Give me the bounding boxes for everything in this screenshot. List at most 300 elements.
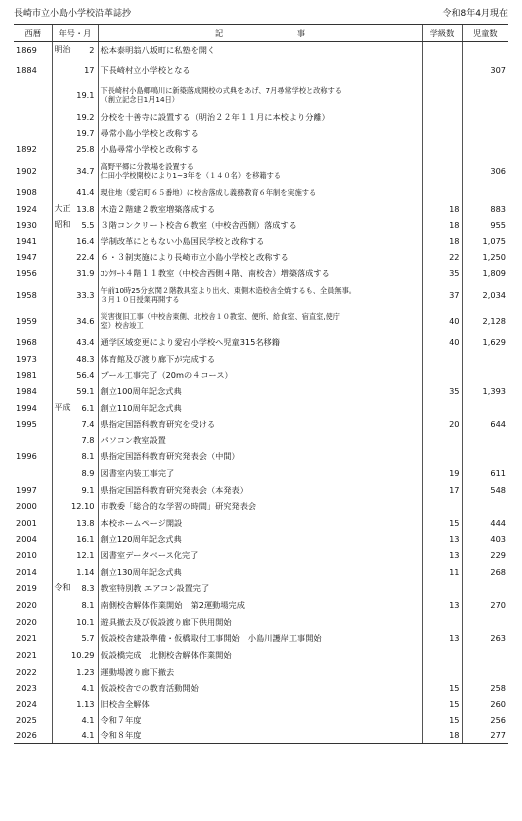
event-text: （創立記念日1月14日） (100, 95, 179, 104)
class-count-cell: 40 (422, 308, 462, 334)
table-row (14, 696, 508, 712)
class-count-cell (422, 614, 462, 630)
class-count-cell (422, 141, 462, 158)
event-text: 図書室データベース化完了 (100, 550, 199, 560)
student-count-cell (462, 664, 508, 680)
ad-year-cell: 2026 (14, 728, 52, 744)
class-count-cell (422, 647, 462, 664)
event-text: 創立120周年記念式典 (100, 533, 182, 544)
era-year-month: 4.1 (81, 714, 95, 725)
ad-year-cell: 1924 (16, 203, 37, 214)
era-month-cell (52, 351, 98, 367)
class-count-cell: 18 (422, 233, 462, 249)
col-header-ad-year: 西暦 (14, 25, 52, 42)
event-text: 図書室内装工事完了 (100, 468, 175, 478)
ad-year-cell: 2022 (16, 666, 37, 677)
event-cell (98, 712, 422, 728)
class-count-cell: 35 (422, 265, 462, 282)
class-count-cell: 20 (422, 416, 462, 432)
table-row (14, 82, 508, 109)
event-text: 仮設校舎での教育活動開始 (100, 682, 199, 693)
event-cell (98, 367, 422, 383)
student-count-cell: 955 (462, 217, 508, 233)
event-text: 午前10時25分玄関２階教具室より出火、東側木造校舎全焼するも、全員無事。 (100, 285, 356, 295)
ad-year-cell: 1968 (16, 337, 37, 347)
table-header-row (14, 25, 508, 42)
era-year-month: 5.7 (81, 633, 95, 643)
era-year-month: 31.9 (76, 268, 95, 278)
student-count-cell (462, 448, 508, 465)
event-text: 本校ホームページ開設 (100, 517, 183, 528)
event-cell (98, 482, 422, 498)
era-month-cell (52, 696, 98, 712)
era-year-month: 4.1 (81, 730, 95, 741)
student-count-cell: 883 (462, 201, 508, 217)
era-month-cell (52, 664, 98, 680)
event-text: 創立130周年記念式典 (100, 566, 182, 577)
student-count-cell: 611 (462, 465, 508, 482)
ad-year-cell: 2001 (16, 517, 37, 528)
era-year-month: 7.4 (81, 418, 95, 429)
era-name: 明治 (54, 44, 71, 54)
event-cell (98, 728, 422, 744)
table-row (14, 547, 508, 564)
era-month-cell (52, 465, 98, 482)
era-year-month: 19.2 (76, 112, 95, 122)
era-month-cell (52, 308, 98, 334)
event-cell (98, 531, 422, 547)
era-month-cell (52, 432, 98, 448)
event-text: プール工事完了（20mの４コース） (100, 369, 233, 380)
event-text: 通学区域変更により愛宕小学校へ児童315名移籍 (100, 337, 280, 347)
event-cell (98, 201, 422, 217)
student-count-cell: 2,034 (462, 282, 508, 308)
era-year-month: 22.4 (76, 251, 95, 262)
history-table (14, 24, 508, 744)
class-count-cell (422, 109, 462, 126)
era-year-month: 34.7 (76, 165, 95, 176)
class-count-cell: 15 (422, 515, 462, 531)
student-count-cell (462, 82, 508, 109)
ad-year-cell: 1869 (16, 44, 37, 55)
table-row (14, 126, 508, 141)
class-count-cell: 22 (422, 249, 462, 265)
event-text: 令和８年度 (100, 730, 142, 741)
table-row (14, 614, 508, 630)
student-count-cell: 258 (462, 680, 508, 696)
era-month-cell (52, 265, 98, 282)
student-count-cell (462, 432, 508, 448)
class-count-cell: 13 (422, 597, 462, 614)
class-count-cell (422, 367, 462, 383)
event-text: 市教委「総合的な学習の時間」研究発表会 (100, 501, 257, 511)
era-month-cell (52, 531, 98, 547)
ad-year-cell: 1994 (16, 402, 37, 413)
ad-year-cell: 1959 (16, 315, 37, 326)
event-text: ３階コンクリート校舎６教室（中校舎西側）落成する (100, 219, 297, 230)
table-row (14, 465, 508, 482)
era-year-month: 10.1 (76, 616, 95, 627)
era-month-cell (52, 564, 98, 580)
ad-year-cell: 1984 (16, 386, 37, 396)
class-count-cell: 18 (422, 217, 462, 233)
class-count-cell: 11 (422, 564, 462, 580)
era-year-month: 1.14 (76, 566, 95, 577)
student-count-cell: 268 (462, 564, 508, 580)
table-row (14, 597, 508, 614)
class-count-cell (422, 351, 462, 367)
table-row (14, 367, 508, 383)
table-row (14, 42, 508, 58)
student-count-cell: 403 (462, 531, 508, 547)
event-text: パソコン教室設置 (100, 434, 166, 445)
event-text: 創立110周年記念式典 (100, 402, 182, 413)
student-count-cell: 644 (462, 416, 508, 432)
ad-year-cell: 1941 (16, 235, 37, 246)
ad-year-cell: 2014 (16, 566, 37, 577)
table-row (14, 141, 508, 158)
event-text: 遊具撤去及び仮設渡り廊下供用開始 (100, 616, 232, 627)
ad-year-cell: 1930 (16, 219, 37, 230)
table-row (14, 647, 508, 664)
era-name: 大正 (54, 203, 71, 213)
ad-year-cell (14, 465, 52, 482)
as-of-date: 令和8年4月現在 (442, 9, 508, 19)
class-count-cell: 37 (422, 282, 462, 308)
era-year-month: 1.23 (76, 666, 95, 677)
event-text: 仮設校舎建設準備・仮橋取付工事開始 小島川護岸工事開始 (100, 633, 322, 643)
student-count-cell: 444 (462, 515, 508, 531)
event-text: ６・３制実施により長崎市立小島小学校と改称する (100, 251, 289, 262)
era-year-month: 8.1 (81, 451, 95, 461)
era-year-month: 19.1 (76, 90, 95, 100)
table-row (14, 531, 508, 547)
event-text: 現住地（愛宕町６５番地）に校舎落成し義務教育６年制を実施する (100, 187, 317, 197)
student-count-cell (462, 647, 508, 664)
table-row (14, 233, 508, 249)
ad-year-cell: 1947 (16, 251, 37, 262)
col-header-students: 児童数 (462, 25, 508, 42)
class-count-cell (422, 158, 462, 184)
table-row (14, 630, 508, 647)
student-count-cell (462, 351, 508, 367)
event-text: 教室特別教 エアコン設置完了 (100, 583, 210, 593)
era-year-month: 5.5 (81, 219, 95, 230)
class-count-cell: 15 (422, 696, 462, 712)
student-count-cell: 270 (462, 597, 508, 614)
table-row (14, 728, 508, 744)
era-year-month: 4.1 (81, 682, 95, 693)
event-text: ｺﾝｸﾘｰﾄ４階１１教室（中校舎西側４階、南校舎）増築落成する (100, 268, 330, 278)
event-cell (98, 158, 422, 184)
table-row (14, 580, 508, 597)
event-cell (98, 249, 422, 265)
era-year-month: 43.4 (76, 337, 95, 347)
student-count-cell: 2,128 (462, 308, 508, 334)
era-month-cell (52, 233, 98, 249)
event-text: 創立100周年記念式典 (100, 386, 182, 396)
event-cell (98, 465, 422, 482)
ad-year-cell: 2021 (16, 650, 37, 660)
era-month-cell (52, 126, 98, 141)
student-count-cell (462, 614, 508, 630)
table-row (14, 712, 508, 728)
document-title: 長崎市立小島小学校沿革誌抄 (14, 9, 132, 19)
event-text: ３月１０日授業再開する (100, 294, 180, 304)
era-year-month: 8.1 (81, 600, 95, 610)
table-row (14, 432, 508, 448)
event-cell (98, 265, 422, 282)
era-month-cell (52, 547, 98, 564)
era-year-month: 25.8 (76, 144, 95, 154)
event-cell (98, 233, 422, 249)
era-year-month: 7.8 (81, 434, 95, 445)
event-text: 南側校舎解体作業開始 第2運動場完成 (100, 600, 245, 610)
event-text: 仮設橋完成 北側校舎解体作業開始 (100, 650, 232, 660)
era-month-cell (52, 680, 98, 696)
era-month-cell (52, 367, 98, 383)
event-cell (98, 448, 422, 465)
era-month-cell (52, 334, 98, 351)
event-text: 県指定国語科教育研究発表会（本発表） (100, 484, 248, 495)
class-count-cell: 18 (422, 201, 462, 217)
class-count-cell: 35 (422, 383, 462, 400)
student-count-cell (462, 42, 508, 58)
student-count-cell: 306 (462, 158, 508, 184)
ad-year-cell: 2020 (16, 600, 37, 610)
ad-year-cell: 1884 (16, 64, 37, 75)
era-month-cell (52, 482, 98, 498)
event-cell (98, 416, 422, 432)
table-row (14, 158, 508, 184)
ad-year-cell: 1996 (16, 451, 37, 461)
ad-year-cell: 2023 (16, 682, 37, 693)
era-year-month: 56.4 (76, 369, 95, 380)
ad-year-cell: 2025 (16, 714, 37, 725)
class-count-cell: 15 (422, 680, 462, 696)
era-month-cell (52, 282, 98, 308)
table-row (14, 282, 508, 308)
col-header-era-month: 年号・月 (52, 25, 98, 42)
class-count-cell (422, 580, 462, 597)
student-count-cell: 1,393 (462, 383, 508, 400)
era-year-month: 12.10 (71, 501, 95, 511)
event-text: 運動場渡り廊下撤去 (100, 666, 175, 677)
table-row (14, 680, 508, 696)
student-count-cell (462, 126, 508, 141)
era-month-cell (52, 217, 98, 233)
era-month-cell (52, 141, 98, 158)
era-year-month: 48.3 (76, 353, 95, 364)
class-count-cell (422, 432, 462, 448)
event-text: 松本泰明翁八坂町に私塾を開く (100, 44, 216, 55)
ad-year-cell (14, 109, 52, 126)
era-year-month: 13.8 (76, 517, 95, 528)
event-text: 下長崎村立小学校となる (100, 64, 191, 75)
era-year-month: 8.9 (81, 468, 95, 478)
table-row (14, 334, 508, 351)
event-cell (98, 109, 422, 126)
era-year-month: 17 (84, 64, 95, 75)
student-count-cell: 1,809 (462, 265, 508, 282)
event-cell (98, 217, 422, 233)
ad-year-cell: 1981 (16, 369, 37, 380)
table-row (14, 498, 508, 515)
ad-year-cell: 2010 (16, 550, 37, 560)
student-count-cell (462, 498, 508, 515)
ad-year-cell (14, 126, 52, 141)
student-count-cell (462, 184, 508, 201)
table-row (14, 265, 508, 282)
era-month-cell (52, 82, 98, 109)
student-count-cell: 229 (462, 547, 508, 564)
era-month-cell (52, 515, 98, 531)
event-cell (98, 351, 422, 367)
table-row (14, 416, 508, 432)
table-row (14, 383, 508, 400)
table-row (14, 515, 508, 531)
era-year-month: 6.1 (81, 402, 95, 413)
era-month-cell (52, 158, 98, 184)
student-count-cell (462, 109, 508, 126)
event-cell (98, 58, 422, 82)
student-count-cell (462, 367, 508, 383)
ad-year-cell: 1995 (16, 418, 37, 429)
class-count-cell: 19 (422, 465, 462, 482)
event-cell (98, 664, 422, 680)
ad-year-cell: 1902 (16, 165, 37, 176)
student-count-cell: 1,250 (462, 249, 508, 265)
ad-year-cell: 1956 (16, 268, 37, 278)
era-month-cell (52, 184, 98, 201)
era-year-month: 16.4 (76, 235, 95, 246)
event-cell (98, 308, 422, 334)
event-cell (98, 82, 422, 109)
event-text: 県指定国語科教育研究発表会（中間） (100, 451, 240, 461)
ad-year-cell (14, 432, 52, 448)
era-month-cell (52, 249, 98, 265)
table-row (14, 308, 508, 334)
class-count-cell: 15 (422, 712, 462, 728)
era-year-month: 13.8 (76, 203, 95, 214)
era-month-cell (52, 597, 98, 614)
event-text: 仁田小学校開校により1~3年を（１４０名）を移籍する (100, 170, 281, 180)
ad-year-cell: 1958 (16, 289, 37, 300)
table-row (14, 564, 508, 580)
student-count-cell: 307 (462, 58, 508, 82)
era-year-month: 2 (89, 44, 95, 55)
ad-year-cell: 2020 (16, 616, 37, 627)
event-text: 尋常小島小学校と改称する (100, 128, 199, 138)
student-count-cell: 548 (462, 482, 508, 498)
table-row (14, 351, 508, 367)
event-cell (98, 515, 422, 531)
era-month-cell (52, 712, 98, 728)
table-row (14, 201, 508, 217)
era-year-month: 8.3 (81, 583, 95, 593)
era-month-cell (52, 416, 98, 432)
table-row (14, 184, 508, 201)
era-month-cell (52, 647, 98, 664)
student-count-cell: 263 (462, 630, 508, 647)
event-cell (98, 334, 422, 351)
student-count-cell: 256 (462, 712, 508, 728)
ad-year-cell: 1997 (16, 484, 37, 495)
class-count-cell (422, 42, 462, 58)
event-cell (98, 647, 422, 664)
class-count-cell: 13 (422, 531, 462, 547)
era-month-cell (52, 498, 98, 515)
event-cell (98, 564, 422, 580)
class-count-cell: 40 (422, 334, 462, 351)
event-text: 小島尋常小学校と改称する (100, 144, 199, 154)
event-cell (98, 432, 422, 448)
student-count-cell: 277 (462, 728, 508, 744)
era-month-cell (52, 109, 98, 126)
era-month-cell (52, 201, 98, 217)
era-year-month: 16.1 (76, 533, 95, 544)
event-text: 下長崎村小島郷鳴川に新築落成開校の式典をあげ、7月尋常学校と改称する (100, 86, 342, 95)
era-month-cell (52, 448, 98, 465)
class-count-cell (422, 400, 462, 416)
era-month-cell (52, 383, 98, 400)
event-text: 令和７年度 (100, 714, 142, 725)
student-count-cell: 260 (462, 696, 508, 712)
era-name: 昭和 (54, 219, 71, 229)
student-count-cell (462, 400, 508, 416)
class-count-cell: 17 (422, 482, 462, 498)
event-cell (98, 42, 422, 58)
event-text: 高野平郷に分教場を設置する (100, 161, 194, 171)
era-name: 平成 (54, 402, 71, 412)
era-month-cell (52, 580, 98, 597)
class-count-cell (422, 82, 462, 109)
student-count-cell (462, 141, 508, 158)
era-month-cell (52, 58, 98, 82)
ad-year-cell: 2004 (16, 533, 37, 544)
era-month-cell (52, 728, 98, 744)
class-count-cell (422, 126, 462, 141)
event-cell (98, 383, 422, 400)
era-month-cell (52, 42, 98, 58)
event-cell (98, 400, 422, 416)
era-year-month: 34.6 (76, 315, 95, 326)
event-cell (98, 680, 422, 696)
ad-year-cell: 1973 (16, 353, 37, 364)
era-year-month: 12.1 (76, 550, 95, 560)
col-header-event: 記 事 (98, 25, 422, 42)
table-row (14, 448, 508, 465)
student-count-cell: 1,075 (462, 233, 508, 249)
student-count-cell (462, 580, 508, 597)
era-year-month: 10.29 (71, 650, 95, 660)
era-year-month: 59.1 (76, 386, 95, 396)
ad-year-cell (14, 82, 52, 109)
event-text: 学制改革にともない小島国民学校と改称する (100, 235, 265, 246)
era-name: 令和 (54, 583, 71, 592)
event-cell (98, 141, 422, 158)
event-cell (98, 630, 422, 647)
event-text: 県指定国語科教育研究を受ける (100, 418, 216, 429)
ad-year-cell: 1892 (16, 144, 37, 154)
class-count-cell: 13 (422, 547, 462, 564)
era-month-cell (52, 400, 98, 416)
event-cell (98, 696, 422, 712)
event-cell (98, 580, 422, 597)
class-count-cell: 13 (422, 630, 462, 647)
event-cell (98, 126, 422, 141)
class-count-cell (422, 184, 462, 201)
